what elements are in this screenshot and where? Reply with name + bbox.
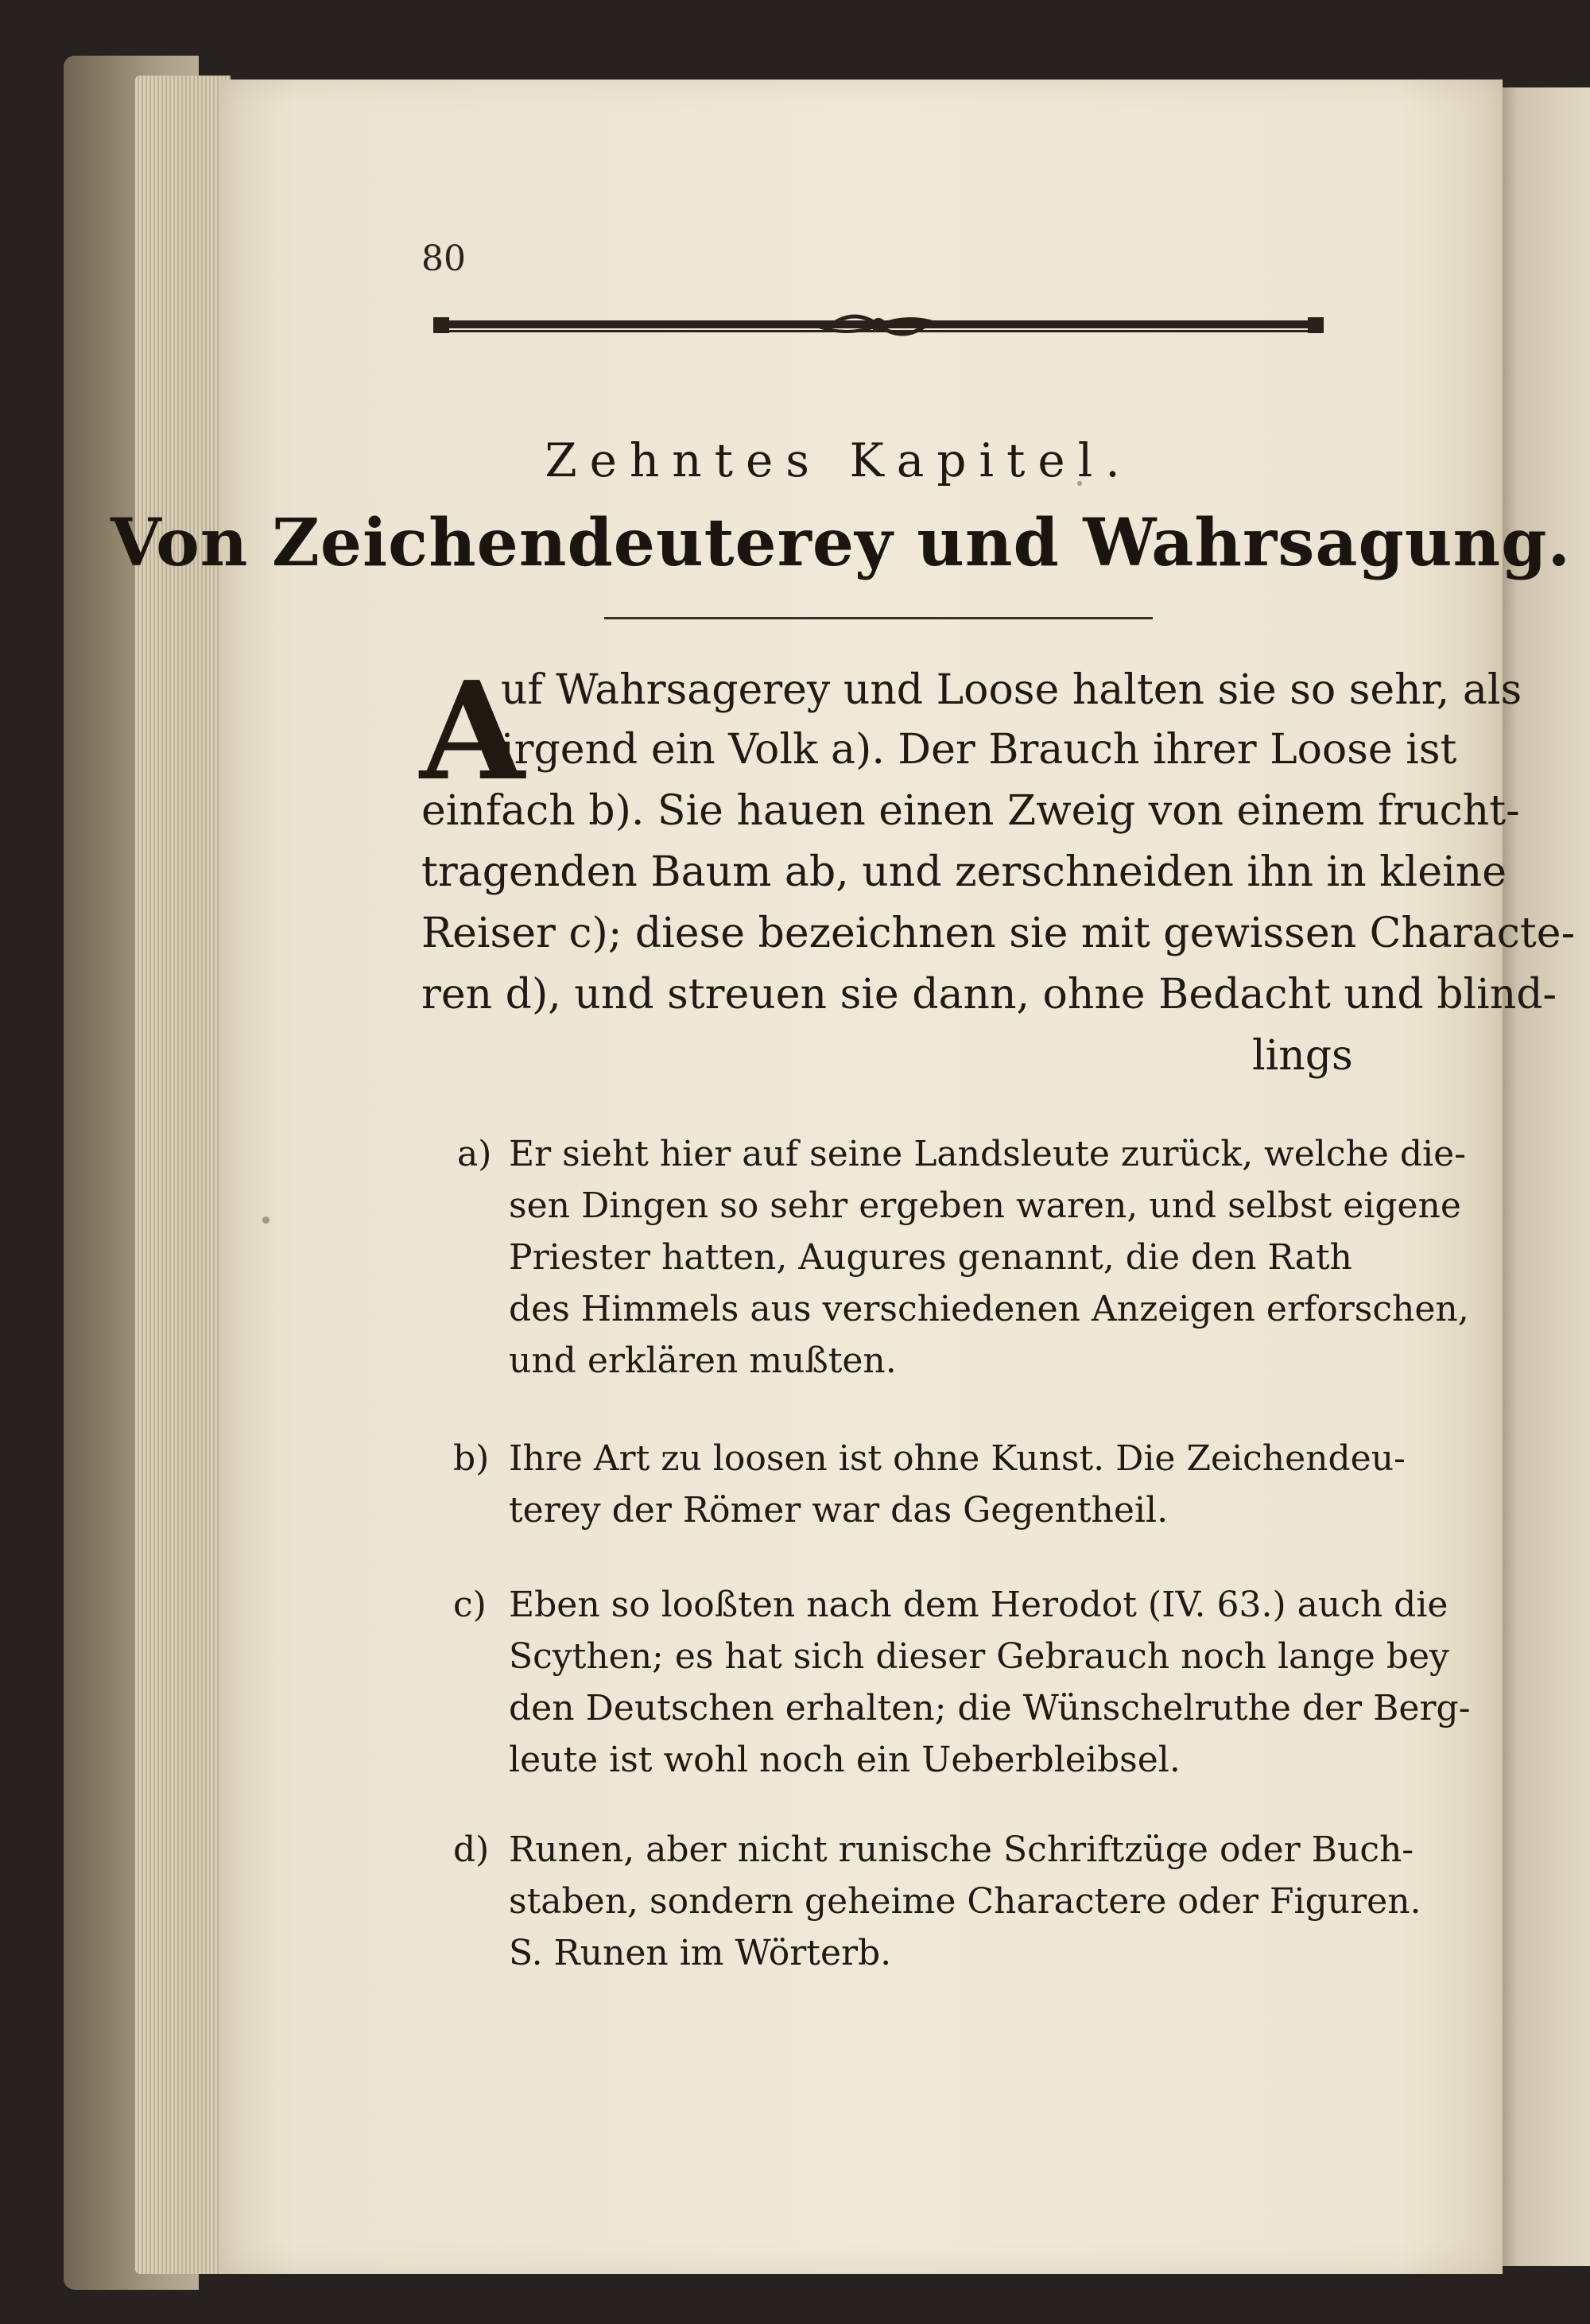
foxing-spot [262, 1216, 270, 1224]
footnote-line: staben, sondern geheime Charactere oder Figuren. [509, 1881, 1421, 1922]
footnote-marker: a) [457, 1134, 492, 1174]
chapter-title: Von Zeichendeuterey und Wahrsagung. [111, 505, 1571, 581]
footnote-line: den Deutschen erhalten; die Wünschelruthe der Berg- [509, 1688, 1471, 1728]
body-text-line: uf Wahrsagerey und Loose halten sie so sehr, als [501, 666, 1522, 714]
footnote-line: und erklären mußten. [509, 1340, 897, 1381]
body-text-line: tragenden Baum ab, und zerschneiden ihn in kleine [421, 848, 1507, 896]
footnote-line: des Himmels aus verschiedenen Anzeigen erforschen, [509, 1289, 1469, 1329]
footnote-line: leute ist wohl noch ein Ueberbleibsel. [509, 1740, 1181, 1780]
title-rule [604, 617, 1153, 619]
body-text-line: irgend ein Volk a). Der Brauch ihrer Loose ist [501, 726, 1457, 774]
footnote-line: Scythen; es hat sich dieser Gebrauch noch lange bey [509, 1636, 1449, 1677]
body-text-line: ren d), und streuen sie dann, ohne Bedacht und blind- [421, 971, 1557, 1018]
footnote-line: Er sieht hier auf seine Landsleute zurück, welche die- [509, 1134, 1466, 1174]
ornamental-rule [433, 306, 1324, 344]
body-text-line: lings [1252, 1032, 1353, 1080]
facing-page [1495, 87, 1590, 2266]
body-text-line: Reiser c); diese bezeichnen sie mit gewissen Characte- [421, 910, 1576, 957]
drop-cap: A [420, 652, 525, 811]
footnote-line: S. Runen im Wörterb. [509, 1933, 892, 1973]
footnote-marker: d) [453, 1829, 490, 1870]
page-edges [135, 76, 231, 2274]
chapter-label: Zehntes Kapitel. [545, 433, 1133, 487]
body-text-line: einfach b). Sie hauen einen Zweig von einem frucht- [421, 787, 1520, 835]
page-number: 80 [421, 239, 466, 279]
footnote-marker: b) [453, 1438, 490, 1479]
footnote-line: Runen, aber nicht runische Schriftzüge oder Buch- [509, 1829, 1414, 1870]
footnote-line: Ihre Art zu loosen ist ohne Kunst. Die Zeichendeu- [509, 1438, 1406, 1479]
footnote-line: terey der Römer war das Gegentheil. [509, 1490, 1169, 1531]
footnote-marker: c) [453, 1585, 487, 1625]
footnote-line: Eben so looßten nach dem Herodot (IV. 63.) auch die [509, 1585, 1448, 1625]
footnote-line: sen Dingen so sehr ergeben waren, und selbst eigene [509, 1185, 1461, 1226]
footnote-line: Priester hatten, Augures genannt, die den Rath [509, 1237, 1352, 1278]
